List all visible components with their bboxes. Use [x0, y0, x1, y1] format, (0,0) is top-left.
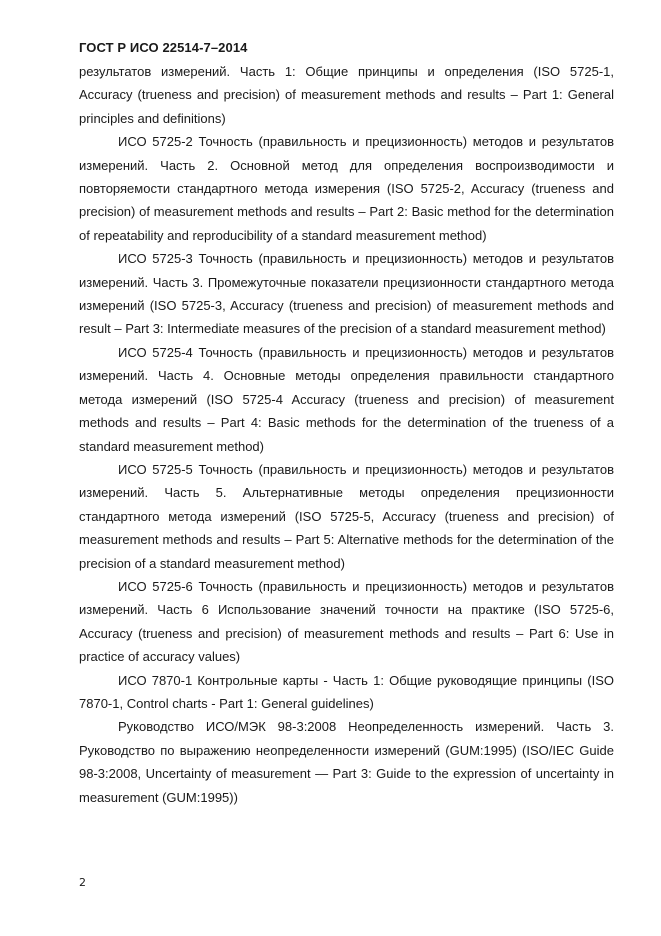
reference-continuation: результатов измерений. Часть 1: Общие принципы и определения (ISO 5725-1, Accuracy (trueness and precision) of measurement methods and results – Part 1: General principles and definitions)	[79, 64, 614, 126]
reference-iso-5725-3: ИСО 5725-3 Точность (правильность и прецизионность) методов и результатов измерений. Часть 3. Промежуточные показатели прецизионности стандартного метода измерений (ISO 5725-3, Accuracy (trueness and precision) of measurement methods and result – Part 3: Intermediate measures of the precision of a standard measurement method)	[79, 251, 614, 337]
reference-iso-5725-6: ИСО 5725-6 Точность (правильность и прецизионность) методов и результатов измерений. Часть 6 Использование значений точности на практике (ISO 5725-6, Accuracy (trueness and precision) of measurement methods and results – Part 6: Use in practice of accuracy values)	[79, 578, 614, 665]
page-number: 2	[79, 876, 86, 889]
references-list	[79, 60, 614, 809]
document-header: ГОСТ Р ИСО 22514-7–2014	[79, 40, 248, 55]
reference-iso-5725-2: ИСО 5725-2 Точность (правильность и прецизионность) методов и результатов измерений. Часть 2. Основной метод для определения воспроизводимости и повторяемости стандартного метода измерения (ISO 5725-2, Accuracy (trueness and precision) of measurement methods and results – Part 2: Basic method for the determination of repeatability and reproducibility of a standard measurement method)	[79, 134, 614, 243]
reference-iso-iec-guide-98-3: Руководство ИСО/МЭК 98-3:2008 Неопределенность измерений. Часть 3. Руководство по выражению неопределенности измерений (GUM:1995) (ISO/IEC Guide 98-3:2008, Uncertainty of measurement — Part 3: Guide to the expression of uncertainty in measurement (GUM:1995))	[79, 719, 614, 805]
reference-iso-5725-5: ИСО 5725-5 Точность (правильность и прецизионность) методов и результатов измерений. Часть 5. Альтернативные методы определения прецизионности стандартного метода измерений (ISO 5725-5, Accuracy (trueness and precision) of measurement methods and results – Part 5: Alternative methods for the determination of the precision of a standard measurement method)	[79, 461, 614, 571]
reference-iso-5725-4: ИСО 5725-4 Точность (правильность и прецизионность) методов и результатов измерений. Часть 4. Основные методы определения правильности стандартного метода измерений (ISO 5725-4 Accuracy (trueness and precision) of measurement methods and results – Part 4: Basic methods for the determination of the trueness of a standard measurement method)	[79, 344, 614, 454]
reference-iso-7870-1: ИСО 7870-1 Контрольные карты - Часть 1: Общие руководящие принципы (ISO 7870-1, Control charts - Part 1: General guidelines)	[79, 672, 614, 711]
